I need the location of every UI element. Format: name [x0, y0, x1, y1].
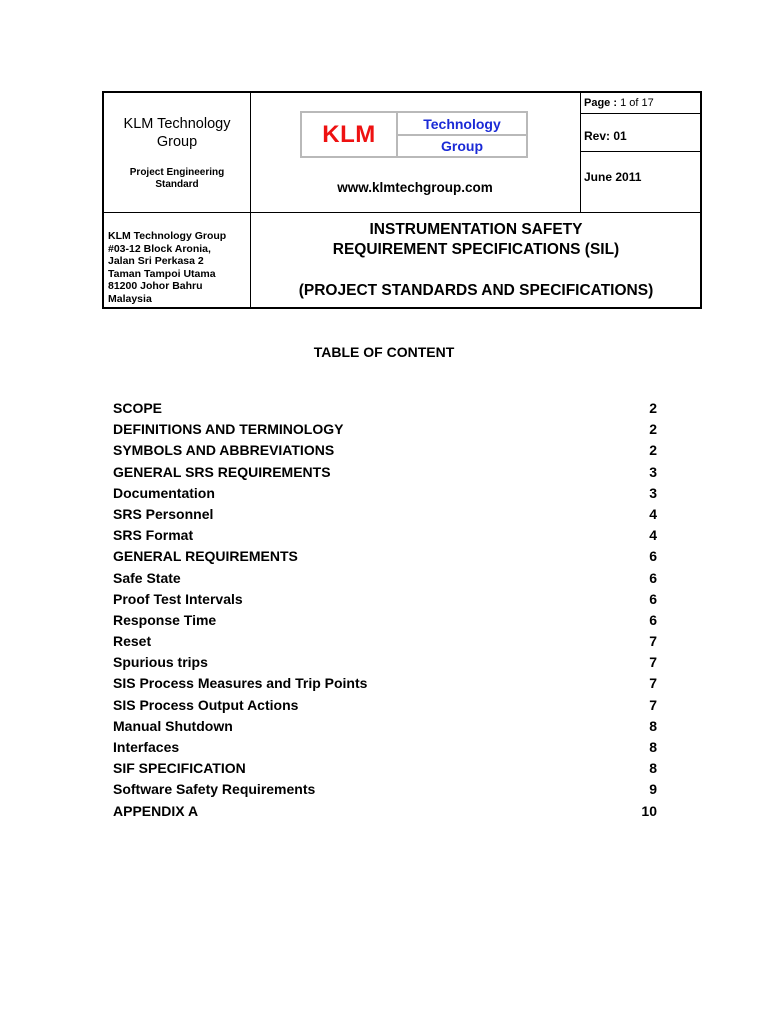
address-line: Malaysia: [108, 292, 152, 305]
page-value: 1 of 17: [620, 97, 654, 109]
toc-entry-page: 9: [649, 781, 657, 798]
toc-entry-page: 6: [649, 611, 657, 628]
toc-entry-page: 7: [649, 696, 657, 713]
company-address: [108, 230, 250, 306]
standard-type-line1: Project Engineering: [129, 167, 225, 178]
toc-entry-page: 7: [649, 654, 657, 671]
document-title-line1: INSTRUMENTATION SAFETY: [369, 221, 583, 238]
toc-entry-page: 8: [649, 739, 657, 755]
toc-entry[interactable]: [113, 440, 657, 461]
toc-entry-title: SCOPE: [113, 400, 163, 416]
logo-technology-text: Technology: [398, 113, 526, 136]
toc-entry-page: 6: [649, 590, 657, 607]
standard-type-line2: Standard: [155, 179, 199, 190]
toc-entry[interactable]: [113, 779, 657, 800]
toc-entry[interactable]: [113, 419, 657, 440]
toc-entry[interactable]: [113, 398, 657, 419]
toc-entry-title: Safe State: [113, 569, 181, 586]
document-header-table: [102, 91, 702, 309]
logo-klm-text: KLM: [302, 113, 398, 156]
toc-entry[interactable]: [113, 737, 657, 758]
document-subtitle: (PROJECT STANDARDS AND SPECIFICATIONS): [298, 282, 654, 299]
toc-entry[interactable]: [113, 546, 657, 567]
toc-entry[interactable]: [113, 801, 657, 822]
logo-group-text: Group: [441, 137, 483, 154]
toc-entry-title: Manual Shutdown: [113, 717, 233, 734]
toc-entry-page: 2: [649, 442, 657, 459]
toc-entry-title: DEFINITIONS AND TERMINOLOGY: [113, 421, 344, 438]
toc-entry-page: 6: [649, 569, 657, 586]
header-divider-middle: [104, 212, 700, 213]
document-title: [250, 220, 702, 260]
toc-entry-title: SRS Format: [113, 527, 194, 544]
rev-date-divider: [580, 151, 700, 152]
header-divider-right: [580, 93, 581, 213]
toc-entry-page: 7: [649, 675, 657, 692]
toc-entry-title: Proof Test Intervals: [113, 590, 243, 607]
standard-type: [104, 167, 250, 191]
toc-entry[interactable]: [113, 462, 657, 483]
toc-entry[interactable]: [113, 652, 657, 673]
toc-entry-page: 2: [649, 421, 657, 438]
toc-entry-title: SRS Personnel: [113, 505, 214, 522]
toc-entry[interactable]: [113, 610, 657, 631]
toc-entry[interactable]: [113, 568, 657, 589]
toc-heading: TABLE OF CONTENT: [313, 344, 455, 360]
toc-entry-title: SIS Process Measures and Trip Points: [113, 675, 368, 692]
toc-entry[interactable]: [113, 716, 657, 737]
toc-entry-page: 3: [649, 463, 657, 480]
toc-entry-page: 6: [649, 548, 657, 565]
toc-entry-title: GENERAL SRS REQUIREMENTS: [113, 463, 331, 480]
toc-entry[interactable]: [113, 673, 657, 694]
toc-entry-page: 8: [649, 717, 657, 734]
toc-entry-title: SIS Process Output Actions: [113, 696, 299, 713]
toc-entry[interactable]: [113, 525, 657, 546]
revision: Rev: 01: [584, 129, 627, 143]
address-line: Taman Tampoi Utama: [108, 267, 216, 280]
toc-entry-title: Reset: [113, 633, 152, 650]
toc-entry-title: SYMBOLS AND ABBREVIATIONS: [113, 442, 335, 459]
toc-entry-title: Response Time: [113, 611, 217, 628]
toc-entry-page: 10: [641, 802, 657, 819]
toc-entry-title: Documentation: [113, 484, 215, 501]
company-name: [104, 115, 250, 151]
issue-date: June 2011: [584, 170, 642, 184]
toc-entry-page: 4: [649, 527, 657, 544]
toc-entry-title: Interfaces: [113, 739, 180, 755]
toc-entry-title: SIF SPECIFICATION: [113, 760, 246, 777]
toc-entry[interactable]: [113, 758, 657, 779]
toc-entry[interactable]: [113, 695, 657, 716]
toc-entry-page: 2: [649, 400, 657, 416]
company-name-line1: KLM Technology: [123, 116, 231, 132]
toc-entry-page: 8: [649, 760, 657, 777]
toc-entry-title: GENERAL REQUIREMENTS: [113, 548, 298, 565]
toc-entry[interactable]: [113, 631, 657, 652]
klm-logo: [300, 111, 528, 158]
toc-entry-page: 7: [649, 633, 657, 650]
table-of-contents: [113, 398, 657, 822]
header-divider-left: [250, 93, 251, 307]
toc-entry[interactable]: [113, 589, 657, 610]
address-line: Jalan Sri Perkasa 2: [108, 255, 204, 268]
page-label: Page :: [584, 97, 618, 109]
toc-entry-page: 4: [649, 505, 657, 522]
company-name-line2: Group: [156, 134, 198, 150]
website-link[interactable]: www.klmtechgroup.com: [337, 180, 493, 195]
address-line: #03-12 Block Aronia,: [108, 242, 211, 255]
toc-entry[interactable]: [113, 483, 657, 504]
page-rev-divider: [580, 113, 700, 114]
toc-entry-page: 3: [649, 484, 657, 501]
address-line: 81200 Johor Bahru: [108, 280, 203, 293]
toc-entry-title: Software Safety Requirements: [113, 781, 316, 798]
toc-entry-title: APPENDIX A: [113, 802, 199, 819]
address-line: KLM Technology Group: [108, 230, 227, 242]
page-number: [584, 97, 654, 109]
toc-entry[interactable]: [113, 504, 657, 525]
document-title-line2: REQUIREMENT SPECIFICATIONS (SIL): [332, 241, 620, 258]
toc-entry-title: Spurious trips: [113, 654, 208, 671]
